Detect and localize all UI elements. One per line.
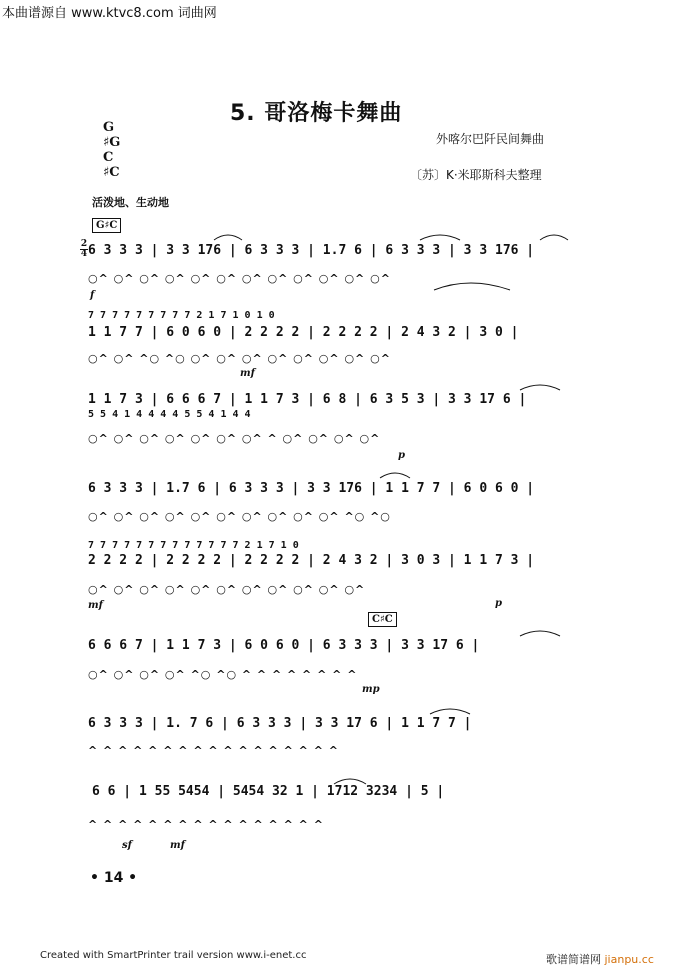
slur-mark (214, 235, 242, 240)
arranger-credit: 〔苏〕K·米耶斯科夫整理 (410, 168, 542, 182)
slur-mark (380, 473, 410, 478)
score-row-5-notes: 2 2 2 2 | 2 2 2 2 | 2 2 2 2 | 2 4 3 2 | 3 0 3 | 1 1 7 3 | (88, 553, 535, 568)
footer-site-prefix: 歌谱简谱网 (546, 953, 601, 966)
score-row-2-notes: 1 1 7 7 | 6 0 6 0 | 2 2 2 2 | 2 2 2 2 | 2 4 3 2 | 3 0 | (88, 325, 519, 340)
song-subtitle: 外喀尔巴阡民间舞曲 (436, 132, 545, 146)
score-row-4-notes: 6 3 3 3 | 1.7 6 | 6 3 3 3 | 3 3 176 | 1 1 7 7 | 6 0 6 0 | (88, 481, 535, 496)
song-title: 5. 哥洛梅卡舞曲 (230, 101, 403, 126)
register-box-label: C♯C (368, 612, 397, 627)
time-signature-top: 2 (80, 239, 88, 249)
score-row-5-accomp: ○^ ○^ ○^ ○^ ○^ ○^ ○^ ○^ ○^ ○^ ○^ (88, 583, 366, 596)
footer-printer-note: Created with SmartPrinter trail version www.i-enet.cc (40, 950, 307, 961)
dynamic-mark: f (90, 290, 95, 301)
footer-site-domain: jianpu.cc (604, 953, 654, 966)
tempo-marking: 活泼地、生动地 (92, 196, 169, 209)
dynamic-mark: mf (170, 840, 185, 851)
watermark-top: 本曲谱源自 www.ktvc8.com 词曲网 (2, 6, 217, 21)
score-row-7-accomp: ^ ^ ^ ^ ^ ^ ^ ^ ^ ^ ^ ^ ^ ^ ^ ^ ^ (88, 744, 339, 757)
tuning-item: ♯C (103, 165, 120, 180)
slur-mark (334, 779, 366, 784)
dynamic-mark: mf (240, 368, 255, 379)
dynamic-mark: mp (362, 684, 380, 695)
score-row-3-chord-top: 5 5 4 1 4 4 4 4 5 5 4 1 4 4 (88, 409, 251, 420)
slur-mark (520, 385, 560, 390)
slur-mark (420, 235, 460, 240)
tuning-item: ♯G (103, 135, 121, 150)
score-row-6-accomp: ○^ ○^ ○^ ○^ ^○ ^○ ^ ^ ^ ^ ^ ^ ^ ^ (88, 668, 358, 681)
score-row-6-notes: 6 6 6 7 | 1 1 7 3 | 6 0 6 0 | 6 3 3 3 | 3 3 17 6 | (88, 638, 480, 653)
score-row-3-accomp: ○^ ○^ ○^ ○^ ○^ ○^ ○^ ^ ○^ ○^ ○^ ○^ (88, 432, 381, 445)
slur-mark (520, 631, 560, 636)
slur-mark (540, 235, 568, 240)
dynamic-mark: mf (88, 600, 103, 611)
score-row-1-notes: 6 3 3 3 | 3 3 176 | 6 3 3 3 | 1.7 6 | 6 3 3 3 | 3 3 176 | (88, 243, 535, 258)
tuning-item: C (103, 150, 114, 165)
time-signature-bottom: 4 (80, 249, 88, 259)
slur-mark (430, 709, 470, 714)
score-row-8-accomp: ^ ^ ^ ^ ^ ^ ^ ^ ^ ^ ^ ^ ^ ^ ^ ^ (88, 818, 324, 831)
footer-site-watermark (546, 951, 654, 967)
score-row-3-notes: 1 1 7 3 | 6 6 6 7 | 1 1 7 3 | 6 8 | 6 3 5 3 | 3 3 17 6 | (88, 392, 527, 407)
score-row-1-accomp: ○^ ○^ ○^ ○^ ○^ ○^ ○^ ○^ ○^ ○^ ○^ ○^ (88, 272, 391, 285)
dynamic-mark: p (398, 450, 405, 461)
register-box-label: G♯C (92, 218, 121, 233)
score-row-7-notes: 6 3 3 3 | 1. 7 6 | 6 3 3 3 | 3 3 17 6 | 1 1 7 7 | (88, 716, 472, 731)
score-row-2-chord-top: 7 7 7 7 7 7 7 7 7 2 1 7 1 0 1 0 (88, 310, 275, 321)
score-row-2-accomp: ○^ ○^ ^○ ^○ ○^ ○^ ○^ ○^ ○^ ○^ ○^ ○^ (88, 352, 391, 365)
page-number: • 14 • (90, 870, 138, 886)
score-row-8-notes: 6 6 | 1 55 5454 | 5454 32 1 | 1712 3234 | 5 | (92, 784, 445, 799)
score-row-5-chord-top: 7 7 7 7 7 7 7 7 7 7 7 7 7 2 1 7 1 0 (88, 540, 299, 551)
slur-mark (434, 283, 510, 290)
dynamic-mark: p (495, 598, 502, 609)
dynamic-mark: sf (122, 840, 132, 851)
score-row-4-accomp: ○^ ○^ ○^ ○^ ○^ ○^ ○^ ○^ ○^ ○^ ^○ ^○ (88, 510, 391, 523)
tuning-item: G (103, 120, 115, 135)
